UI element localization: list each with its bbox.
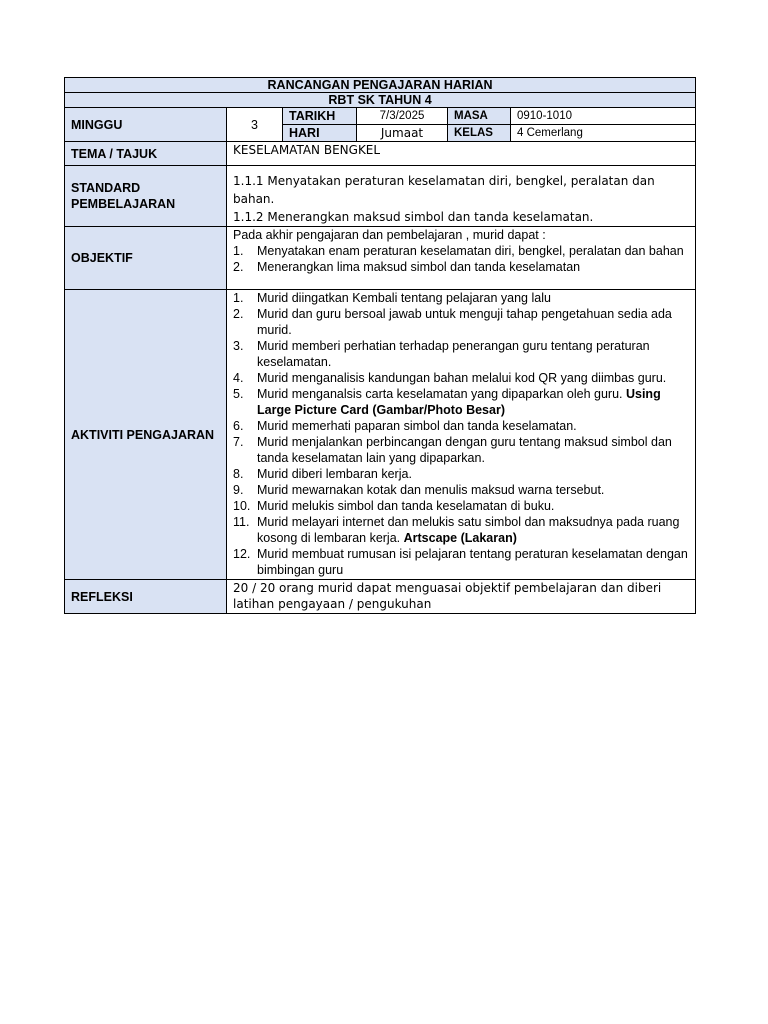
hari-value: Jumaat (357, 125, 448, 142)
list-item: 7. Murid menjalankan perbincangan dengan guru tentang maksud simbol dan tanda keselamatan lain yang dipaparkan. (233, 435, 672, 465)
standard-item: 1.1.1 Menyatakan peraturan keselamatan diri, bengkel, peralatan dan bahan. (233, 174, 655, 206)
list-item: 6. Murid memerhati paparan simbol dan tanda keselamatan. (233, 419, 577, 433)
list-item: 4. Murid menganalisis kandungan bahan melalui kod QR yang diimbas guru. (233, 371, 667, 385)
hari-label: HARI (283, 125, 357, 142)
objektif-intro: Pada akhir pengajaran dan pembelajaran , murid dapat : (233, 228, 546, 242)
tema-value: KESELAMATAN BENGKEL (227, 142, 696, 166)
list-item: 8. Murid diberi lembaran kerja. (233, 467, 412, 481)
standard-item: 1.1.2 Menerangkan maksud simbol dan tanda keselamatan. (233, 210, 594, 224)
list-item: 1. Murid diingatkan Kembali tentang pelajaran yang lalu (233, 291, 551, 305)
tema-label: TEMA / TAJUK (65, 142, 227, 166)
minggu-value: 3 (227, 108, 283, 142)
kelas-label: KELAS (448, 125, 511, 142)
list-item: 2. Menerangkan lima maksud simbol dan tanda keselamatan (233, 260, 581, 274)
objektif-label: OBJEKTIF (65, 227, 227, 290)
aktiviti-label: AKTIVITI PENGAJARAN (65, 290, 227, 580)
plan-subtitle: RBT SK TAHUN 4 (65, 93, 696, 108)
list-item: 10. Murid melukis simbol dan tanda keselamatan di buku. (233, 499, 555, 513)
objektif-content (227, 227, 696, 290)
standard-content (227, 166, 696, 227)
list-item: 11. Murid melayari internet dan melukis satu simbol dan maksudnya pada ruang kosong di lembaran kerja. Artscape (Lakaran) (233, 515, 680, 545)
kelas-value: 4 Cemerlang (511, 125, 696, 142)
list-item: 1. Menyatakan enam peraturan keselamatan diri, bengkel, peralatan dan bahan (233, 244, 684, 258)
refleksi-label: REFLEKSI (65, 580, 227, 614)
refleksi-value: 20 / 20 orang murid dapat menguasai objektif pembelajaran dan diberi latihan pengayaan / pengukuhan (227, 580, 696, 614)
plan-title: RANCANGAN PENGAJARAN HARIAN (65, 78, 696, 93)
aktiviti-content (227, 290, 696, 580)
standard-label: STANDARD PEMBELAJARAN (65, 166, 227, 227)
list-item: 5. Murid menganalsis carta keselamatan yang dipaparkan oleh guru. Using Large Picture Card (Gambar/Photo Besar) (233, 387, 661, 417)
minggu-label: MINGGU (65, 108, 227, 142)
aktiviti-list (233, 290, 689, 578)
masa-value: 0910-1010 (511, 108, 696, 125)
tarikh-label: TARIKH (283, 108, 357, 125)
tarikh-value: 7/3/2025 (357, 108, 448, 125)
masa-label: MASA (448, 108, 511, 125)
lesson-plan-table (64, 77, 696, 614)
list-item: 12. Murid membuat rumusan isi pelajaran tentang peraturan keselamatan dengan bimbingan guru (233, 547, 688, 577)
objektif-list (233, 243, 689, 275)
list-item: 9. Murid mewarnakan kotak dan menulis maksud warna tersebut. (233, 483, 605, 497)
list-item: 2. Murid dan guru bersoal jawab untuk menguji tahap pengetahuan sedia ada murid. (233, 307, 672, 337)
list-item: 3. Murid memberi perhatian terhadap penerangan guru tentang peraturan keselamatan. (233, 339, 650, 369)
